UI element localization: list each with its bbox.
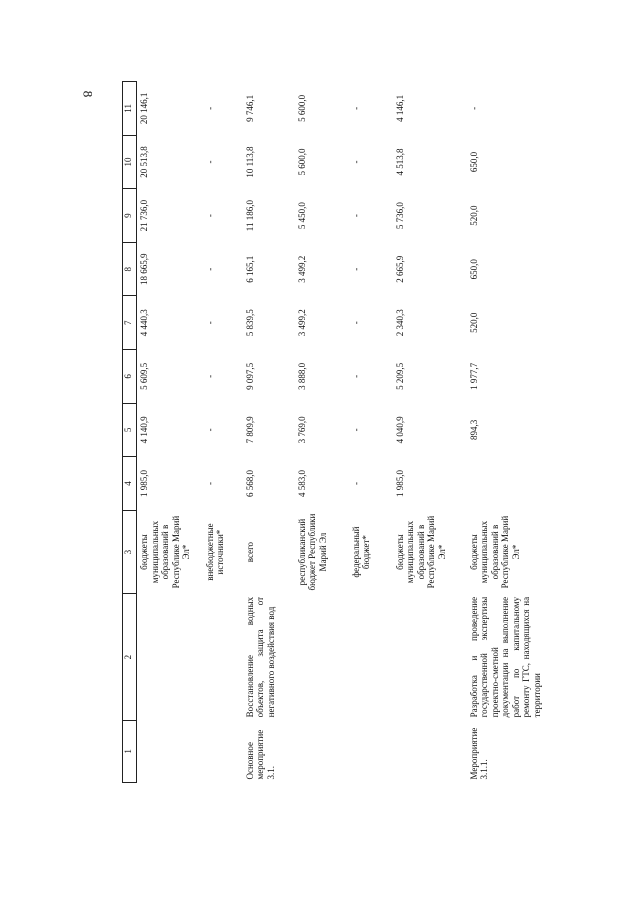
- table-cell: 4 146,1: [394, 94, 405, 122]
- table-cell: 6 165,1: [244, 255, 255, 283]
- table-cell: 21 736,0: [139, 199, 149, 232]
- table-row: [393, 82, 467, 783]
- header-cell: 3: [123, 510, 137, 594]
- table-cell: всего: [244, 541, 255, 563]
- table-row: [349, 82, 393, 783]
- table-row: [203, 82, 243, 783]
- header-cell: 2: [123, 594, 137, 720]
- table-cell: бюджеты муниципальных образований в Республике Марий Эл*: [394, 515, 447, 589]
- table-cell: 650,0: [468, 151, 479, 173]
- table-cell: бюджеты муниципальных образований в Республике Марий Эл*: [468, 515, 521, 589]
- header-cell: 9: [123, 189, 137, 243]
- table-cell: 7 809,9: [244, 416, 255, 444]
- table-cell: [295, 720, 349, 782]
- table-cell: [393, 594, 467, 720]
- table-cell: 5 600,0: [296, 148, 307, 176]
- table-cell: 3 499,2: [296, 309, 307, 337]
- table-cell: [349, 720, 393, 782]
- table-cell: 18 665,9: [139, 253, 149, 285]
- table-cell: [295, 594, 349, 720]
- table-cell: -: [204, 214, 215, 218]
- table-cell: Разработка и проведение государственной экспертизы проектно-сметной документации на выполнение работ по капитальному ремонту ГТС, находящихся на территории: [468, 596, 542, 718]
- header-cell: 1: [123, 720, 137, 782]
- table-cell: 5 450,0: [296, 202, 307, 230]
- table-cell: [203, 720, 243, 782]
- table-cell: 5 736,0: [394, 202, 405, 230]
- table-cell: -: [204, 428, 215, 432]
- header-cell: 6: [123, 350, 137, 404]
- table-cell: Основное мероприятие 3.1.: [244, 729, 276, 780]
- table-row: [467, 82, 587, 783]
- header-cell: 11: [123, 82, 137, 136]
- table-row: [137, 82, 203, 783]
- table-cell: 4 140,9: [139, 416, 149, 444]
- table-cell: [137, 720, 203, 782]
- table-cell: -: [204, 482, 215, 485]
- table-cell: 3 769,0: [296, 416, 307, 444]
- table-cell: [137, 594, 203, 720]
- table-cell: 4 440,3: [139, 309, 149, 337]
- header-cell: 10: [123, 135, 137, 189]
- table-cell: бюджеты муниципальных образований в Республике Марий Эл*: [139, 515, 191, 589]
- table-cell: [203, 594, 243, 720]
- table-cell: 520,0: [468, 205, 479, 226]
- table-cell: 5 609,5: [139, 362, 149, 390]
- table-cell: -: [204, 267, 215, 271]
- table-cell: 20 146,1: [139, 92, 149, 125]
- table-cell: -: [468, 106, 479, 110]
- table-row: [295, 82, 349, 783]
- table-cell: 6 568,0: [244, 470, 255, 497]
- table-cell: -: [204, 160, 215, 164]
- table-cell: 1 985,0: [394, 470, 405, 497]
- column-number-header: [123, 82, 137, 783]
- table-cell: 2 665,9: [394, 255, 405, 283]
- table-cell: -: [350, 214, 361, 218]
- table-cell: 5 209,5: [394, 362, 405, 390]
- table-cell: 3 499,2: [296, 255, 307, 283]
- table-cell: 4 040,9: [394, 416, 405, 444]
- table-cell: -: [204, 321, 215, 325]
- table-cell: -: [204, 106, 215, 110]
- table-cell: Восстановление водных объектов, защита от негативного воздействия вод: [244, 596, 276, 718]
- table-cell: 5 839,5: [244, 309, 255, 337]
- table-cell: -: [350, 374, 361, 378]
- table-cell: [349, 594, 393, 720]
- table-cell: Мероприятие 3.1.1.: [468, 727, 489, 780]
- table-cell: 3 888,0: [296, 362, 307, 390]
- table-cell: -: [204, 374, 215, 378]
- table-cell: 4 513,8: [394, 148, 405, 176]
- table-cell: -: [350, 482, 361, 485]
- table-cell: 2 340,3: [394, 309, 405, 337]
- table-cell: [467, 457, 587, 511]
- table-cell: 9 097,5: [244, 362, 255, 390]
- table-cell: 1 985,0: [139, 470, 149, 497]
- table-cell: 894,3: [468, 419, 479, 441]
- page-number: 8: [80, 90, 96, 98]
- header-cell: 7: [123, 296, 137, 350]
- table-cell: внебюджетные источники*: [204, 523, 225, 581]
- table-cell: -: [350, 106, 361, 110]
- table-cell: [393, 720, 467, 782]
- table-body: [137, 82, 587, 783]
- table-cell: 10 113,8: [244, 146, 255, 178]
- header-cell: 8: [123, 242, 137, 296]
- table-cell: 11 186,0: [244, 200, 255, 232]
- header-cell: 4: [123, 457, 137, 511]
- table-cell: 520,0: [468, 312, 479, 333]
- table-cell: -: [350, 428, 361, 432]
- table-cell: 5 600,0: [296, 94, 307, 122]
- table-cell: 650,0: [468, 259, 479, 280]
- table-cell: 20 513,8: [139, 146, 149, 178]
- table-cell: 9 746,1: [244, 94, 255, 122]
- budget-table: [122, 81, 587, 783]
- header-cell: 5: [123, 403, 137, 457]
- table-cell: -: [350, 160, 361, 164]
- table-cell: федеральный бюджет*: [350, 526, 371, 578]
- table-cell: 1 977,7: [468, 362, 479, 390]
- table-cell: 4 583,0: [296, 470, 307, 497]
- table-cell: республиканский бюджет Республики Марий Эл: [296, 513, 328, 591]
- table-row: [243, 82, 295, 783]
- table-cell: -: [350, 321, 361, 325]
- table-cell: -: [350, 267, 361, 271]
